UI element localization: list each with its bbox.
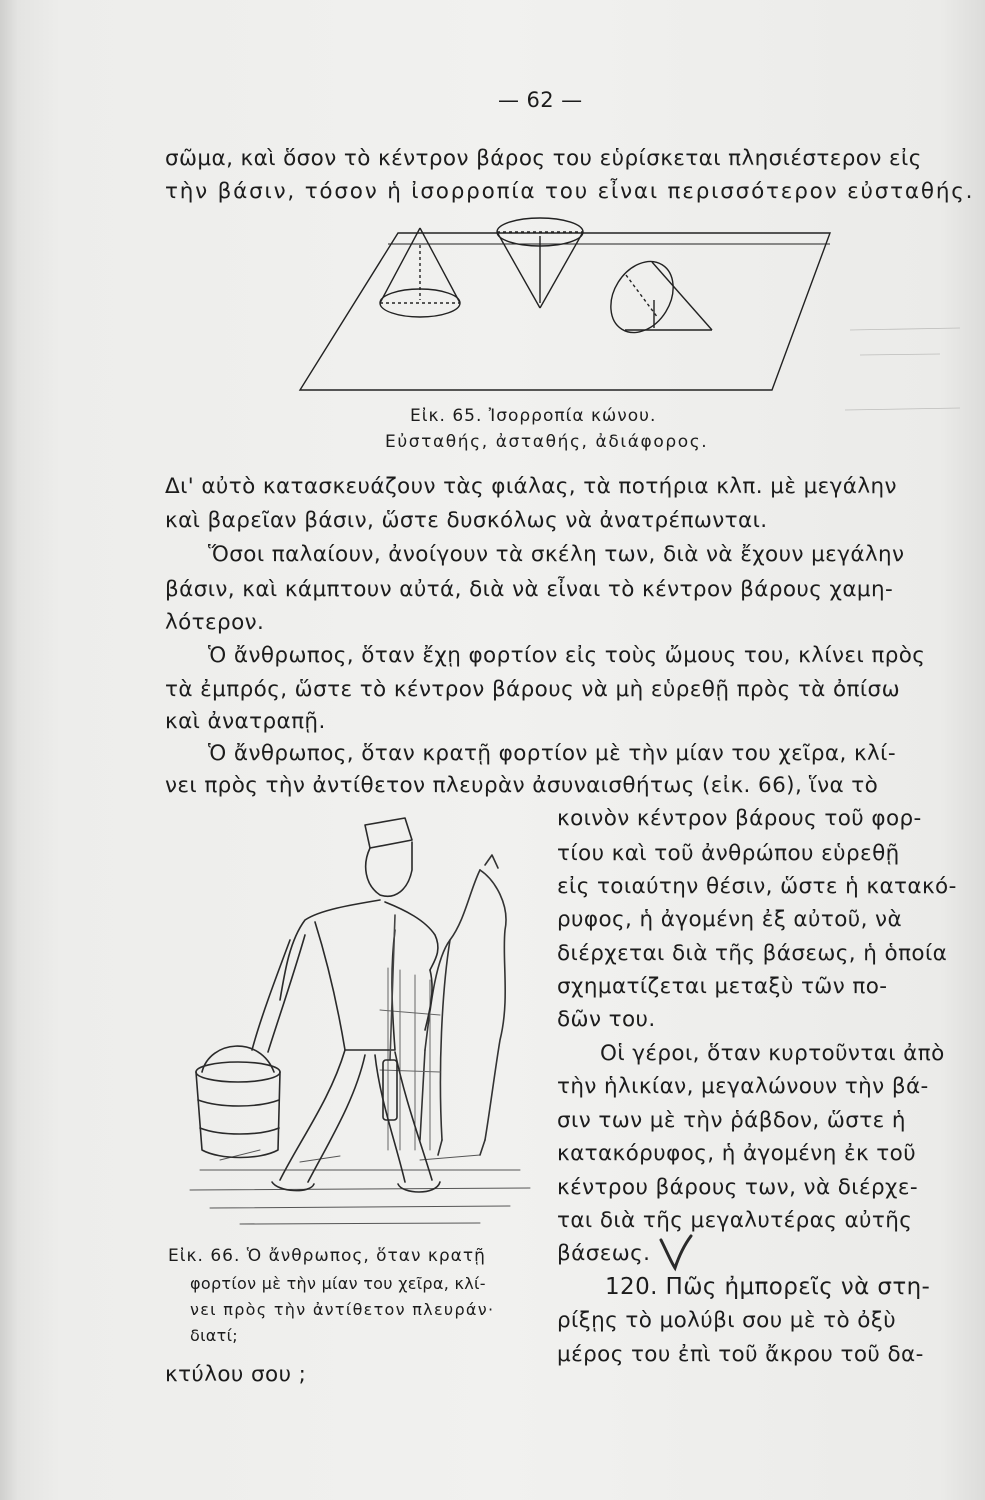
column-line: κέντρου βάρους των, νὰ διέρχε-: [557, 1175, 919, 1200]
column-line: κατακόρυφος, ἡ ἀγομένη ἐκ τοῦ: [557, 1141, 917, 1166]
text-line: Ὁ ἄνθρωπος, ὅταν κρατῇ φορτίον μὲ τὴν μίαν του χεῖρα, κλί-: [208, 741, 896, 766]
handwritten-check-mark: [655, 1232, 695, 1272]
neutral-cone-icon: [598, 250, 712, 344]
text-line: τὴν βάσιν, τόσον ἡ ἰσορροπία του εἶναι περισσότερον εὐσταθής.: [165, 179, 975, 204]
text-line: Ὁ ἄνθρωπος, ὅταν ἔχῃ φορτίον εἰς τοὺς ὤμους του, κλίνει πρὸς: [208, 643, 926, 668]
text-line: νει πρὸς τὴν ἀντίθετον πλευρὰν ἀσυναισθήτως (εἰκ. 66), ἵνα τὸ: [165, 773, 879, 798]
figure-66-caption: Εἰκ. 66. Ὁ ἄνθρωπος, ὅταν κρατῇ: [168, 1246, 486, 1266]
text-line: Δι' αὐτὸ κατασκευάζουν τὰς φιάλας, τὰ ποτήρια κλπ. μὲ μεγάλην: [165, 474, 897, 499]
question-number-line: 120. Πῶς ἠμπορεῖς νὰ στη-: [605, 1274, 931, 1300]
column-line: τίου καὶ τοῦ ἀνθρώπου εὑρεθῇ: [557, 841, 900, 866]
column-line: σχηματίζεται μεταξὺ τῶν πο-: [557, 974, 888, 999]
text-line: καὶ βαρεῖαν βάσιν, ὥστε δυσκόλως νὰ ἀνατρέπωνται.: [165, 508, 768, 533]
figure-66-caption: νει πρὸς τὴν ἀντίθετον πλευράν·: [190, 1300, 495, 1319]
figure-66-caption: διατί;: [190, 1326, 238, 1345]
text-line: τὰ ἐμπρός, ὥστε τὸ κέντρον βάρους νὰ μὴ εὑρεθῇ πρὸς τὰ ὀπίσω: [165, 677, 900, 702]
man-carrying-bucket-illustration: [180, 810, 540, 1240]
text-line: λότερον.: [165, 610, 265, 635]
page-number: — 62 —: [498, 88, 583, 112]
horse-icon: [420, 855, 506, 1155]
bucket-icon: [196, 1046, 280, 1157]
text-line: καὶ ἀνατραπῇ.: [165, 709, 326, 734]
column-line: ρίξῃς τὸ μολύβι σου μὲ τὸ ὀξὺ: [557, 1308, 897, 1333]
figure-66-caption: φορτίον μὲ τὴν μίαν του χεῖρα, κλί-: [190, 1274, 486, 1293]
column-line: μέρος του ἐπὶ τοῦ ἄκρου τοῦ δα-: [557, 1342, 924, 1367]
text-line: κτύλου σου ;: [165, 1362, 307, 1387]
column-line: βάσεως.: [557, 1241, 651, 1266]
column-line: κοινὸν κέντρον βάρους τοῦ φορ-: [557, 806, 922, 831]
figure-65-caption: Εἰκ. 65. Ἰσορροπία κώνου.: [410, 406, 657, 426]
column-line: τὴν ἡλικίαν, μεγαλώνουν τὴν βά-: [557, 1074, 929, 1099]
text-line: σῶμα, καὶ ὅσον τὸ κέντρον βάρος του εὑρίσκεται πλησιέστερον εἰς: [165, 146, 922, 171]
text-line: βάσιν, καὶ κάμπτουν αὐτά, διὰ νὰ εἶναι τὸ κέντρον βάρους χαμη-: [165, 577, 894, 602]
column-line: δῶν του.: [557, 1007, 656, 1032]
plane-outline: [300, 233, 830, 390]
figure-65-subcaption: Εὐσταθής, ἀσταθής, ἀδιάφορος.: [385, 432, 709, 452]
column-line: ρυφος, ἡ ἀγομένη ἐξ αὐτοῦ, νὰ: [557, 907, 903, 932]
cap-icon: [365, 818, 412, 848]
column-line: εἰς τοιαύτην θέσιν, ὥστε ἡ κατακό-: [557, 874, 957, 899]
column-line: σιν των μὲ τὴν ῥάβδον, ὥστε ἡ: [557, 1108, 906, 1133]
column-line: Οἱ γέροι, ὅταν κυρτοῦνται ἀπὸ: [600, 1041, 945, 1066]
unstable-cone-icon: [497, 218, 583, 308]
column-line: διέρχεται διὰ τῆς βάσεως, ἡ ὁποία: [557, 941, 948, 966]
column-line: ται διὰ τῆς μεγαλυτέρας αὐτῆς: [557, 1208, 913, 1233]
text-line: Ὅσοι παλαίουν, ἀνοίγουν τὰ σκέλη των, διὰ νὰ ἔχουν μεγάλην: [208, 542, 905, 567]
